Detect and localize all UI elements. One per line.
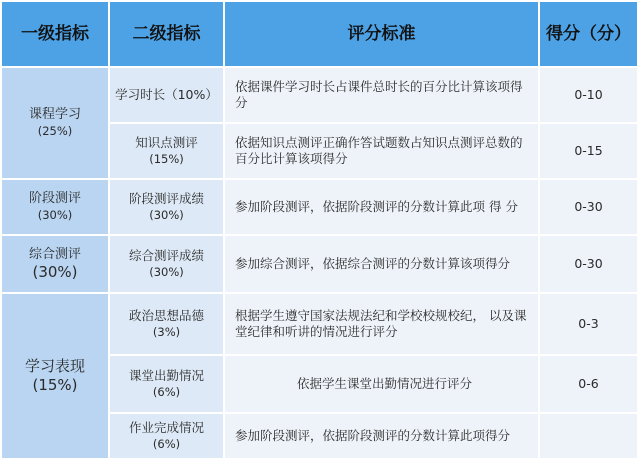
level2-name: 课堂出勤情况 [128, 368, 204, 383]
level2-weight: (30%) [149, 208, 184, 222]
level1-name: 课程学习 [28, 107, 81, 122]
header-level1: 一级指标 [1, 1, 109, 67]
header-score: 得分（分） [539, 1, 637, 67]
level2-name: 政治思想品德 [128, 308, 204, 323]
level1-cell [1, 179, 109, 235]
level1-cell [1, 235, 109, 293]
level2-cell [109, 235, 224, 293]
level2-name: 学习时长（10%） [115, 87, 218, 102]
score-cell: 0-10 [539, 67, 637, 123]
score-cell: 0-6 [539, 355, 637, 413]
table-row [1, 235, 637, 293]
criteria-cell: 根据学生遵守国家法规法纪和学校校规校纪， 以及课堂纪律和听讲的情况进行评分 [224, 293, 539, 355]
level2-cell [109, 413, 224, 459]
score-cell [539, 413, 637, 459]
level1-cell [1, 293, 109, 459]
criteria-cell: 依据学生课堂出勤情况进行评分 [224, 355, 539, 413]
level1-weight: (30%) [37, 208, 73, 222]
header-row [1, 1, 637, 67]
criteria-cell: 依据知识点测评正确作答试题数占知识点测评总数的百分比计算该项得分 [224, 123, 539, 179]
level2-cell [109, 179, 224, 235]
table-row [1, 293, 637, 355]
level2-name: 知识点测评 [135, 135, 198, 150]
level2-weight: (6%) [152, 385, 181, 399]
header-level2: 二级指标 [109, 1, 224, 67]
level2-name: 阶段测评成绩 [128, 191, 204, 206]
level2-cell [109, 123, 224, 179]
level1-name: 阶段测评 [28, 191, 81, 206]
level2-weight: (3%) [152, 325, 181, 339]
level1-weight: (15%) [32, 376, 78, 394]
level2-cell [109, 67, 224, 123]
table-row [1, 67, 637, 123]
level1-name: 综合测评 [28, 246, 81, 262]
level2-weight: (6%) [152, 437, 181, 451]
criteria-cell: 参加阶段测评，依据阶段测评的分数计算此项 得 分 [224, 179, 539, 235]
score-cell: 0-15 [539, 123, 637, 179]
level2-cell [109, 355, 224, 413]
score-cell: 0-30 [539, 179, 637, 235]
table-row [1, 179, 637, 235]
level2-name: 综合测评成绩 [128, 248, 204, 263]
criteria-cell: 依据课件学习时长占课件总时长的百分比计算该项得分 [224, 67, 539, 123]
level1-cell [1, 67, 109, 179]
criteria-cell: 参加综合测评，依据综合测评的分数计算该项得分 [224, 235, 539, 293]
score-cell: 0-30 [539, 235, 637, 293]
header-criteria: 评分标准 [224, 1, 539, 67]
level1-weight: (30%) [32, 262, 78, 281]
score-cell: 0-3 [539, 293, 637, 355]
level2-cell [109, 293, 224, 355]
level2-weight: (30%) [149, 265, 184, 279]
level2-name: 作业完成情况 [128, 420, 204, 435]
level1-weight: (25%) [37, 124, 73, 138]
criteria-cell: 参加阶段测评，依据阶段测评的分数计算此项得分 [224, 413, 539, 459]
level2-weight: (15%) [149, 152, 184, 166]
level1-name: 学习表现 [24, 357, 85, 375]
